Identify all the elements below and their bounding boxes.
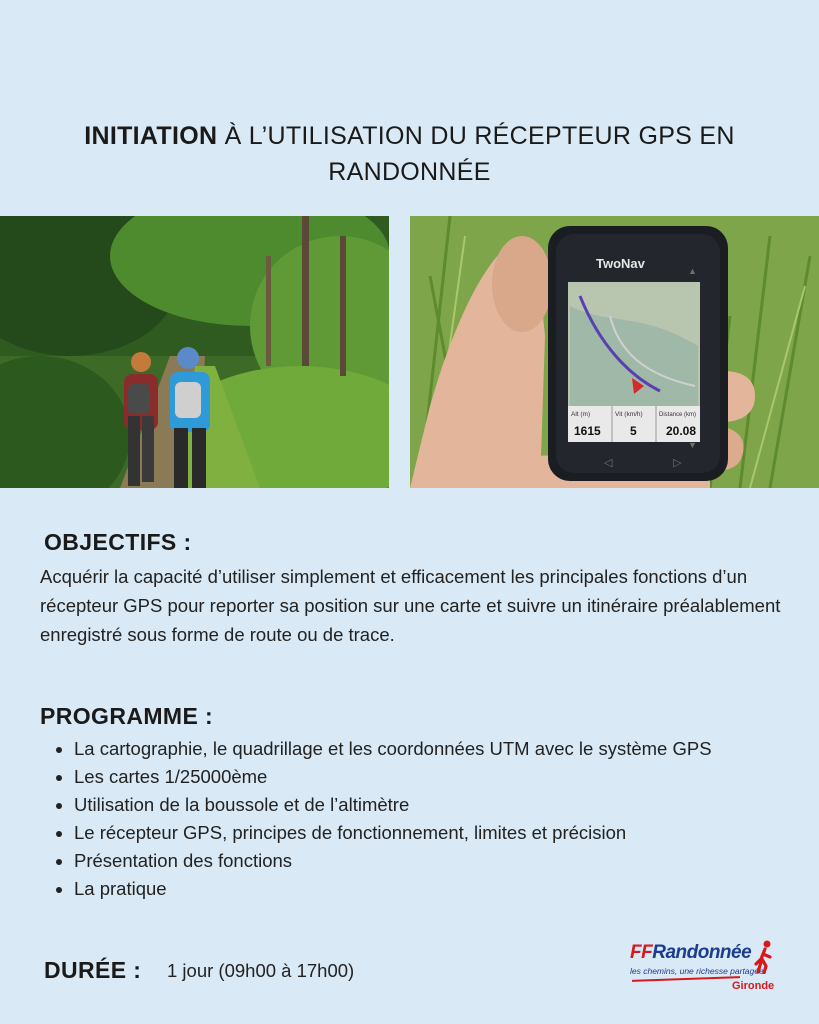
gps-device-photo <box>410 216 819 488</box>
logo-underline <box>632 976 740 982</box>
gps-speed-value: 5 <box>630 424 637 438</box>
gps-alt-value: 1615 <box>574 424 601 438</box>
walker-icon <box>752 940 778 974</box>
ffrandonnee-logo <box>628 940 778 1000</box>
logo-region: Gironde <box>732 980 775 992</box>
title-rest: À L’UTILISATION DU RÉCEPTEUR GPS EN <box>217 122 735 150</box>
logo-tagline: les chemins, une richesse partagée <box>630 966 764 976</box>
list-item: • La cartographie, le quadrillage et les coordonnées UTM avec le système GPS <box>74 735 819 763</box>
duree-heading: DURÉE : <box>44 957 142 983</box>
objectifs-heading: OBJECTIFS : <box>44 529 192 555</box>
title-bold: INITIATION <box>84 122 218 150</box>
hikers-photo <box>0 216 389 488</box>
logo-brand-name: Randonnée <box>652 942 752 963</box>
gps-dist-value: 20.08 <box>666 424 697 438</box>
duree-value: 1 jour (09h00 à 17h00) <box>167 960 355 981</box>
svg-text:▲: ▲ <box>688 266 697 276</box>
programme-list <box>56 735 819 903</box>
list-item: • Le récepteur GPS, principes de fonctionnement, limites et précision <box>74 819 819 847</box>
gps-dist-label: Distance (km) <box>659 412 697 418</box>
title-line-2: RANDONNÉE <box>328 158 491 186</box>
list-item: • Utilisation de la boussole et de l’altimètre <box>74 791 819 819</box>
gps-speed-label: Vit (km/h) <box>615 411 643 418</box>
objectifs-text: Acquérir la capacité d’utiliser simplement et efficacement les principales fonctions d’un récepteur GPS pour reporter sa position sur une carte et suivre un itinéraire préalablement enregistré sous forme de route ou de trace. <box>40 566 781 645</box>
gps-brand: TwoNav <box>596 256 645 271</box>
programme-heading: PROGRAMME : <box>40 703 214 729</box>
title-line-1 <box>0 118 819 154</box>
gps-alt-label: Alt (m) <box>571 411 591 418</box>
svg-text:▷: ▷ <box>673 457 682 469</box>
logo-wordmark <box>630 942 751 964</box>
svg-text:▼: ▼ <box>688 440 697 450</box>
list-item: • Les cartes 1/25000ème <box>74 763 819 791</box>
list-item: • Présentation des fonctions <box>74 847 819 875</box>
svg-text:◁: ◁ <box>604 457 613 469</box>
page-title <box>0 118 819 190</box>
logo-ff: FF <box>630 942 653 963</box>
list-item: • La pratique <box>74 875 819 903</box>
